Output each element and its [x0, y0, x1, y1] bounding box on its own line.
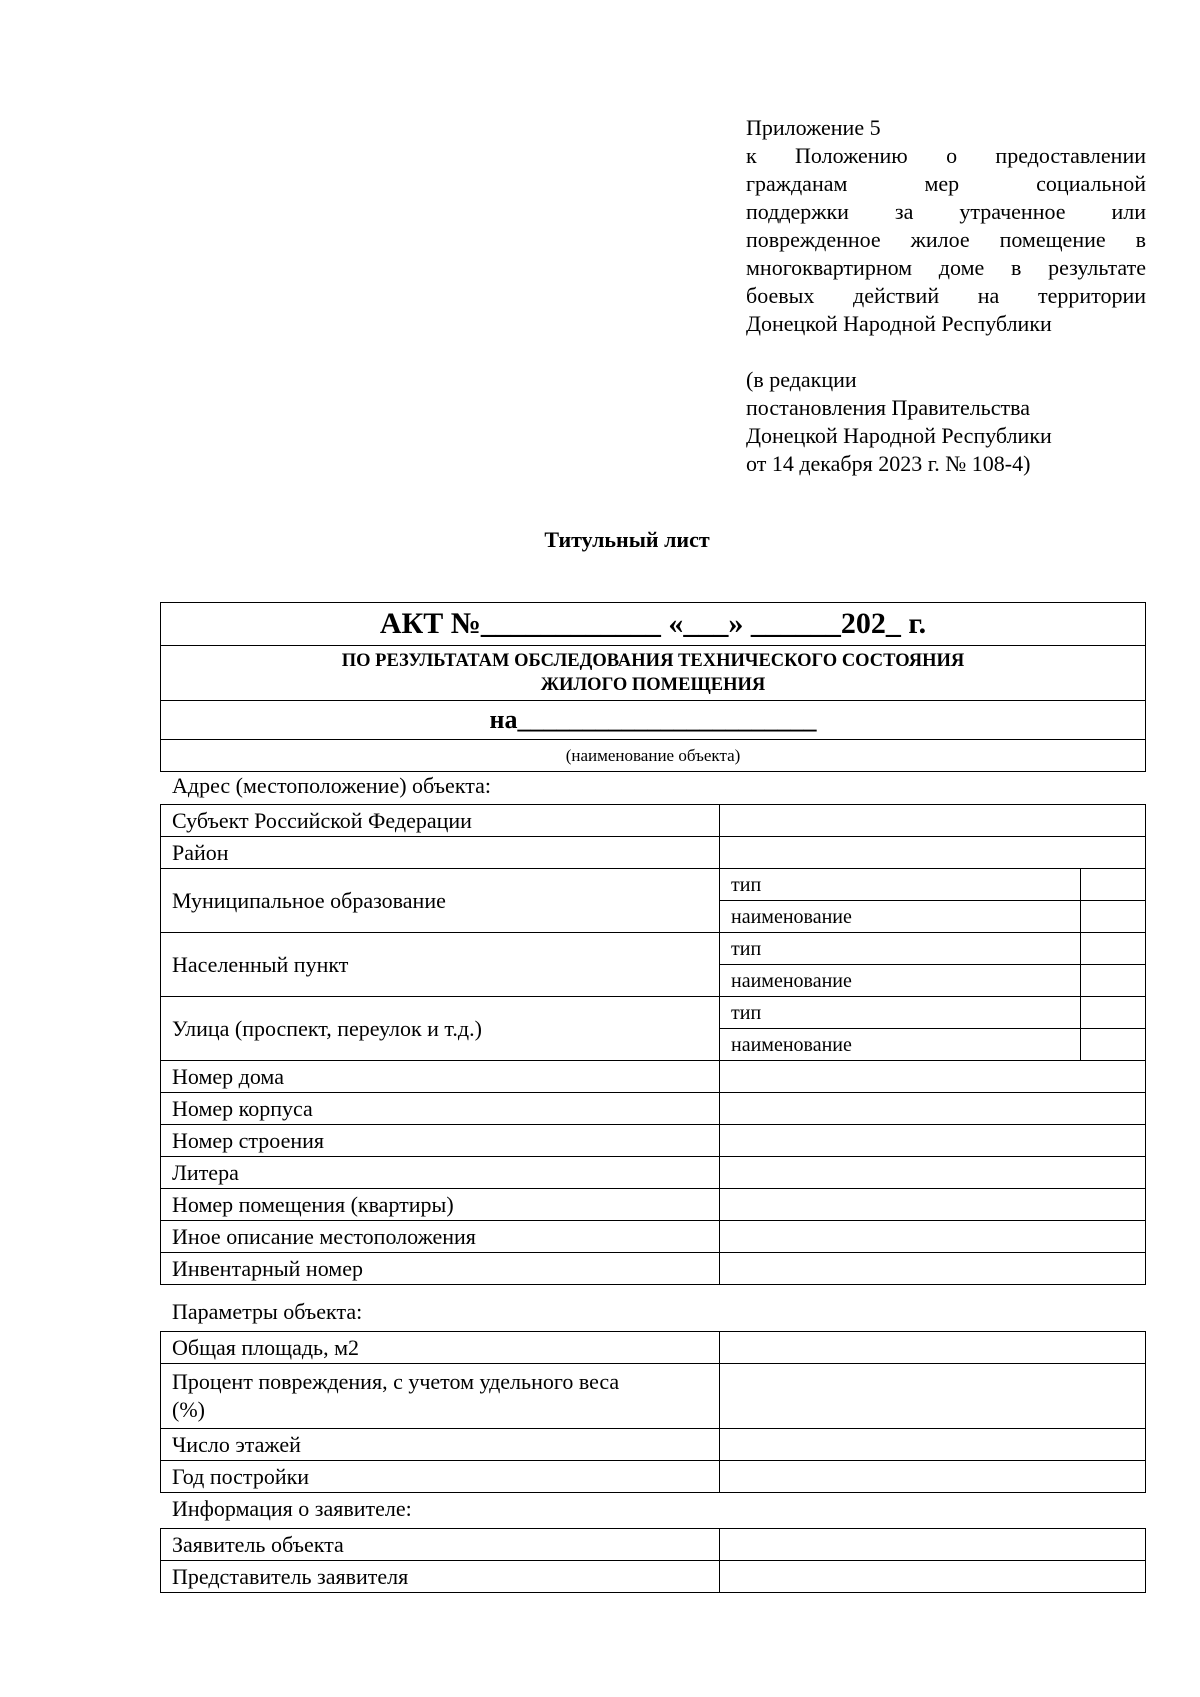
applicant-heading: Информация о заявителе:	[172, 1496, 412, 1521]
act-subtitle-line: ПО РЕЗУЛЬТАТАМ ОБСЛЕДОВАНИЯ ТЕХНИЧЕСКОГО СОСТОЯНИЯ	[341, 651, 965, 671]
value-cell[interactable]	[720, 837, 1146, 869]
value-cell[interactable]	[720, 1561, 1146, 1593]
appendix-line: Донецкой Народной Республики	[746, 311, 1052, 336]
act-header-table	[160, 602, 1146, 772]
row-label: Номер дома	[161, 1061, 720, 1093]
row-label: Общая площадь, м2	[161, 1332, 720, 1364]
act-subtitle-line: ЖИЛОГО ПОМЕЩЕНИЯ	[540, 675, 766, 695]
value-cell[interactable]	[1081, 901, 1146, 933]
row-label: Номер помещения (квартиры)	[161, 1189, 720, 1221]
address-table	[160, 804, 1146, 1285]
value-cell[interactable]	[720, 805, 1146, 837]
edition-line: постановления Правительства	[746, 395, 1030, 420]
parameters-heading: Параметры объекта:	[172, 1299, 363, 1324]
page-title: Титульный лист	[544, 527, 710, 552]
appendix-line: поддержки за утраченное или	[746, 199, 1146, 224]
act-number-line[interactable]: АКТ №____________ «___» ______202_ г.	[161, 603, 1146, 646]
value-cell[interactable]	[720, 1093, 1146, 1125]
value-cell[interactable]	[720, 1125, 1146, 1157]
row-label-line: (%)	[172, 1397, 205, 1422]
value-cell[interactable]	[720, 1364, 1146, 1429]
row-label: Представитель заявителя	[161, 1561, 720, 1593]
value-cell[interactable]	[720, 1461, 1146, 1493]
value-cell[interactable]	[720, 1429, 1146, 1461]
row-label: Муниципальное образование	[161, 869, 720, 933]
value-cell[interactable]	[1081, 965, 1146, 997]
act-subtitle	[161, 646, 1146, 701]
appendix-line: к Положению о предоставлении	[746, 143, 1146, 168]
appendix-line: многоквартирном доме в результате	[746, 255, 1146, 280]
applicant-table	[160, 1528, 1146, 1593]
value-cell[interactable]	[1081, 997, 1146, 1029]
appendix-line: боевых действий на территории	[746, 283, 1146, 308]
appendix-header	[746, 114, 1146, 478]
row-label: Литера	[161, 1157, 720, 1189]
value-cell[interactable]	[1081, 933, 1146, 965]
appendix-line: поврежденное жилое помещение в	[746, 227, 1146, 252]
row-label-line: Процент повреждения, с учетом удельного веса	[172, 1369, 620, 1394]
edition-line: (в редакции	[746, 367, 857, 392]
row-label: Населенный пункт	[161, 933, 720, 997]
name-label: наименование	[720, 1029, 1081, 1061]
row-label: Улица (проспект, переулок и т.д.)	[161, 997, 720, 1061]
value-cell[interactable]	[720, 1529, 1146, 1561]
name-label: наименование	[720, 965, 1081, 997]
value-cell[interactable]	[720, 1253, 1146, 1285]
value-cell[interactable]	[720, 1332, 1146, 1364]
row-label: Номер строения	[161, 1125, 720, 1157]
type-label: тип	[720, 997, 1081, 1029]
address-heading: Адрес (местоположение) объекта:	[172, 773, 491, 798]
appendix-gap	[746, 338, 1146, 366]
row-label: Субъект Российской Федерации	[161, 805, 720, 837]
appendix-line: гражданам мер социальной	[746, 171, 1146, 196]
row-label: Заявитель объекта	[161, 1529, 720, 1561]
row-label: Год постройки	[161, 1461, 720, 1493]
value-cell[interactable]	[720, 1061, 1146, 1093]
row-label: Число этажей	[161, 1429, 720, 1461]
object-caption: (наименование объекта)	[161, 740, 1146, 772]
object-name-line[interactable]: на_______________________	[161, 701, 1146, 740]
value-cell[interactable]	[720, 1189, 1146, 1221]
parameters-table	[160, 1331, 1146, 1493]
row-label: Район	[161, 837, 720, 869]
row-label	[161, 1364, 720, 1429]
type-label: тип	[720, 869, 1081, 901]
value-cell[interactable]	[1081, 1029, 1146, 1061]
value-cell[interactable]	[720, 1221, 1146, 1253]
edition-line: от 14 декабря 2023 г. № 108-4)	[746, 451, 1031, 476]
row-label: Инвентарный номер	[161, 1253, 720, 1285]
value-cell[interactable]	[1081, 869, 1146, 901]
name-label: наименование	[720, 901, 1081, 933]
appendix-title: Приложение 5	[746, 115, 881, 140]
value-cell[interactable]	[720, 1157, 1146, 1189]
row-label: Иное описание местоположения	[161, 1221, 720, 1253]
row-label: Номер корпуса	[161, 1093, 720, 1125]
type-label: тип	[720, 933, 1081, 965]
edition-line: Донецкой Народной Республики	[746, 423, 1052, 448]
